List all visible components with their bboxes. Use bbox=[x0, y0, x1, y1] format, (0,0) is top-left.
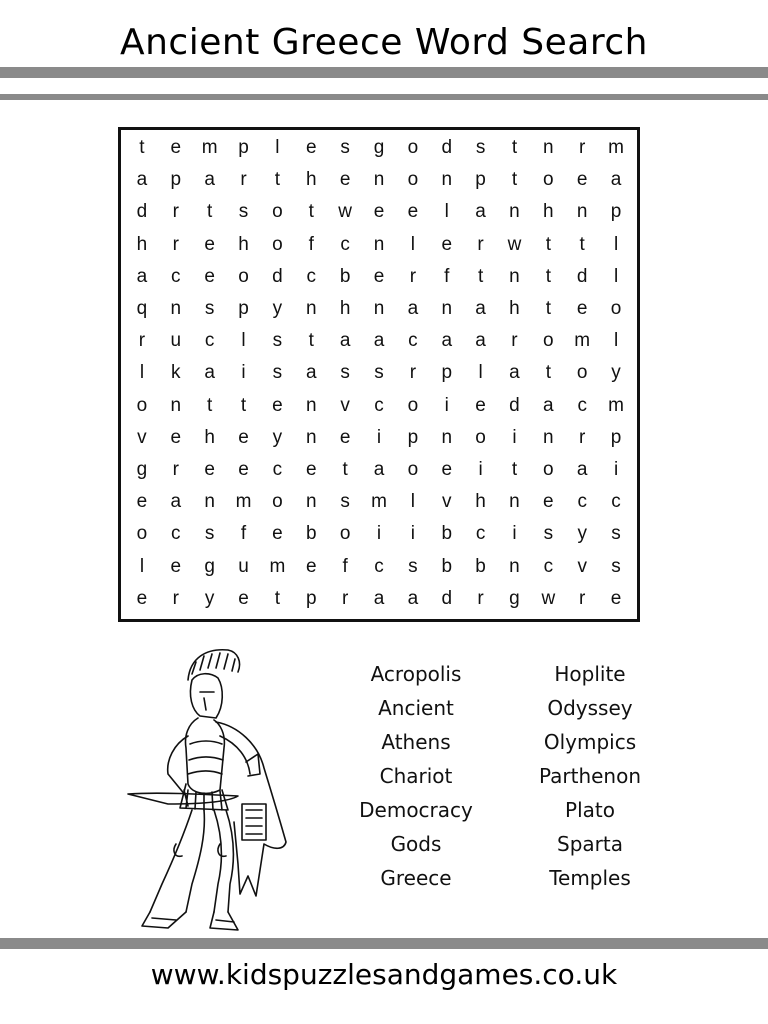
grid-letter[interactable]: e bbox=[475, 394, 486, 416]
grid-letter[interactable]: c bbox=[577, 491, 587, 513]
grid-letter[interactable]: s bbox=[340, 362, 350, 384]
grid-letter[interactable]: t bbox=[274, 587, 281, 609]
grid-letter[interactable]: d bbox=[441, 587, 453, 609]
grid-letter[interactable]: t bbox=[579, 233, 585, 255]
grid-letter[interactable]: y bbox=[204, 587, 215, 609]
grid-letter[interactable]: n bbox=[509, 201, 520, 223]
grid-letter[interactable]: e bbox=[136, 587, 148, 609]
word-list-item: Parthenon bbox=[538, 764, 642, 788]
grid-letter[interactable]: s bbox=[475, 137, 486, 159]
grid-letter[interactable]: r bbox=[579, 426, 586, 448]
grid-letter[interactable]: i bbox=[376, 426, 382, 448]
grid-letter[interactable]: p bbox=[610, 426, 622, 448]
grid-letter[interactable]: o bbox=[272, 233, 283, 255]
grid-letter[interactable]: c bbox=[272, 459, 283, 481]
grid-letter[interactable]: b bbox=[339, 265, 351, 287]
word-list-item: Ancient bbox=[378, 696, 454, 720]
grid-letter[interactable]: e bbox=[170, 555, 182, 577]
grid-letter[interactable]: e bbox=[238, 426, 249, 448]
grid-letter[interactable]: t bbox=[545, 298, 551, 320]
grid-letter[interactable]: q bbox=[136, 298, 148, 320]
grid-letter[interactable]: o bbox=[238, 265, 249, 287]
grid-letter[interactable]: t bbox=[240, 394, 247, 416]
grid-letter[interactable]: d bbox=[272, 265, 283, 287]
grid-letter[interactable]: n bbox=[441, 298, 453, 320]
grid-letter[interactable]: r bbox=[409, 265, 417, 287]
grid-letter[interactable]: o bbox=[407, 459, 419, 481]
grid-letter[interactable]: t bbox=[545, 265, 551, 287]
grid-letter[interactable]: o bbox=[610, 298, 622, 320]
grid-letter[interactable]: e bbox=[441, 233, 453, 255]
grid-letter[interactable]: k bbox=[171, 362, 181, 384]
grid-letter[interactable]: t bbox=[545, 233, 551, 255]
grid-letter[interactable]: y bbox=[577, 523, 587, 545]
grid-letter[interactable]: r bbox=[477, 587, 484, 609]
grid-letter[interactable]: s bbox=[238, 201, 249, 223]
grid-letter[interactable]: a bbox=[136, 265, 148, 287]
grid-letter[interactable]: t bbox=[477, 265, 484, 287]
grid-letter[interactable]: s bbox=[611, 555, 621, 577]
grid-letter[interactable]: y bbox=[272, 298, 283, 320]
grid-letter[interactable]: r bbox=[172, 201, 179, 223]
grid-letter[interactable]: g bbox=[509, 587, 520, 609]
grid-letter[interactable]: n bbox=[441, 426, 453, 448]
grid-letter[interactable]: g bbox=[204, 555, 215, 577]
word-list-item: Greece bbox=[380, 866, 452, 890]
grid-letter[interactable]: e bbox=[305, 459, 317, 481]
grid-letter[interactable]: e bbox=[576, 298, 588, 320]
word-list-item: Hoplite bbox=[554, 662, 626, 686]
grid-letter[interactable]: e bbox=[407, 201, 419, 223]
grid-letter[interactable]: w bbox=[507, 233, 522, 255]
grid-letter[interactable]: m bbox=[269, 555, 286, 577]
grid-letter[interactable]: o bbox=[543, 169, 554, 191]
grid-letter[interactable]: w bbox=[338, 201, 352, 223]
grid-letter[interactable]: l bbox=[444, 201, 449, 223]
grid-letter[interactable]: a bbox=[136, 169, 148, 191]
grid-letter[interactable]: h bbox=[509, 298, 520, 320]
grid-letter[interactable]: d bbox=[576, 265, 588, 287]
grid-letter[interactable]: t bbox=[207, 201, 213, 223]
grid-letter[interactable]: n bbox=[305, 394, 317, 416]
grid-letter[interactable]: e bbox=[441, 459, 453, 481]
grid-letter[interactable]: f bbox=[342, 555, 348, 577]
grid-letter[interactable]: t bbox=[545, 362, 551, 384]
grid-letter[interactable]: i bbox=[410, 523, 415, 545]
grid-letter[interactable]: c bbox=[475, 523, 486, 545]
grid-letter[interactable]: n bbox=[543, 426, 554, 448]
grid-letter[interactable]: r bbox=[511, 330, 518, 352]
grid-letter[interactable]: i bbox=[613, 459, 619, 481]
grid-letter[interactable]: c bbox=[408, 330, 418, 352]
grid-letter[interactable]: o bbox=[136, 523, 148, 545]
grid-letter[interactable]: a bbox=[204, 169, 215, 191]
grid-letter[interactable]: c bbox=[577, 394, 587, 416]
word-list-item: Odyssey bbox=[547, 696, 633, 720]
grid-letter[interactable]: o bbox=[407, 394, 419, 416]
grid-letter[interactable]: e bbox=[272, 523, 283, 545]
grid-letter[interactable]: e bbox=[204, 459, 215, 481]
grid-letter[interactable]: s bbox=[340, 491, 350, 513]
grid-letter[interactable]: n bbox=[576, 201, 588, 223]
grid-letter[interactable]: e bbox=[305, 137, 317, 159]
grid-letter[interactable]: a bbox=[441, 330, 453, 352]
grid-letter[interactable]: n bbox=[305, 298, 317, 320]
word-list-item: Athens bbox=[381, 730, 451, 754]
grid-letter[interactable]: a bbox=[610, 169, 622, 191]
grid-letter[interactable]: e bbox=[238, 587, 249, 609]
grid-letter[interactable]: n bbox=[170, 298, 182, 320]
grid-letter[interactable]: f bbox=[308, 233, 314, 255]
grid-letter[interactable]: n bbox=[170, 394, 182, 416]
grid-letter[interactable]: b bbox=[475, 555, 486, 577]
grid-letter[interactable]: p bbox=[238, 298, 249, 320]
grid-letter[interactable]: n bbox=[305, 491, 317, 513]
grid-letter[interactable]: h bbox=[543, 201, 554, 223]
grid-letter[interactable]: r bbox=[172, 587, 179, 609]
grid-letter[interactable]: w bbox=[541, 587, 556, 609]
grid-letter[interactable]: a bbox=[339, 330, 351, 352]
grid-letter[interactable]: e bbox=[576, 169, 588, 191]
grid-letter[interactable]: n bbox=[509, 555, 520, 577]
grid-letter[interactable]: p bbox=[170, 169, 182, 191]
grid-letter[interactable]: l bbox=[241, 330, 246, 352]
grid-letter[interactable]: h bbox=[305, 169, 317, 191]
grid-letter[interactable]: h bbox=[339, 298, 351, 320]
grid-letter[interactable]: e bbox=[305, 555, 317, 577]
grid-letter[interactable]: m bbox=[371, 491, 387, 513]
grid-letter[interactable]: t bbox=[308, 201, 314, 223]
grid-letter[interactable]: n bbox=[373, 233, 385, 255]
grid-letter[interactable]: c bbox=[611, 491, 621, 513]
grid-letter[interactable]: a bbox=[407, 298, 419, 320]
grid-letter[interactable]: l bbox=[478, 362, 483, 384]
grid-letter[interactable]: p bbox=[441, 362, 453, 384]
grid-letter[interactable]: e bbox=[339, 169, 351, 191]
grid-letter[interactable]: o bbox=[272, 201, 283, 223]
grid-letter[interactable]: c bbox=[306, 265, 316, 287]
grid-letter[interactable]: a bbox=[170, 491, 182, 513]
grid-letter[interactable]: s bbox=[272, 362, 283, 384]
grid-letter[interactable]: r bbox=[341, 587, 349, 609]
grid-letter[interactable]: h bbox=[136, 233, 148, 255]
grid-letter[interactable]: n bbox=[509, 265, 520, 287]
grid-letter[interactable]: a bbox=[407, 587, 419, 609]
grid-letter[interactable]: l bbox=[139, 362, 145, 384]
grid-letter[interactable]: i bbox=[512, 426, 517, 448]
grid-letter[interactable]: i bbox=[241, 362, 246, 384]
grid-letter[interactable]: o bbox=[136, 394, 148, 416]
grid-letter[interactable]: e bbox=[204, 265, 215, 287]
word-list-item: Democracy bbox=[359, 798, 473, 822]
grid-letter[interactable]: t bbox=[207, 394, 213, 416]
grid-letter[interactable]: a bbox=[475, 298, 486, 320]
grid-letter[interactable]: l bbox=[613, 233, 619, 255]
grid-letter[interactable]: c bbox=[374, 555, 384, 577]
grid-letter[interactable]: b bbox=[441, 523, 453, 545]
grid-letter[interactable]: n bbox=[305, 426, 317, 448]
grid-letter[interactable]: t bbox=[139, 137, 145, 159]
grid-letter[interactable]: g bbox=[373, 137, 385, 159]
page-title: Ancient Greece Word Search bbox=[119, 22, 648, 63]
grid-letter[interactable]: l bbox=[613, 330, 619, 352]
grid-letter[interactable]: d bbox=[441, 137, 453, 159]
grid-letter[interactable]: c bbox=[543, 555, 554, 577]
grid-letter[interactable]: e bbox=[373, 265, 385, 287]
grid-letter[interactable]: e bbox=[204, 233, 215, 255]
grid-letter[interactable]: p bbox=[475, 169, 486, 191]
grid-letter[interactable]: n bbox=[373, 298, 385, 320]
grid-letter[interactable]: r bbox=[409, 362, 417, 384]
greek-hoplite-warrior-icon bbox=[88, 644, 318, 936]
grid-letter[interactable]: o bbox=[339, 523, 351, 545]
grid-letter[interactable]: d bbox=[509, 394, 520, 416]
grid-letter[interactable]: t bbox=[511, 137, 518, 159]
grid-letter[interactable]: h bbox=[204, 426, 215, 448]
grid-letter[interactable]: l bbox=[139, 555, 145, 577]
grid-letter[interactable]: t bbox=[511, 169, 518, 191]
grid-letter[interactable]: e bbox=[170, 137, 182, 159]
grid-letter[interactable]: l bbox=[410, 233, 415, 255]
grid-letter[interactable]: a bbox=[543, 394, 554, 416]
grid-letter[interactable]: n bbox=[373, 169, 385, 191]
grid-letter[interactable]: u bbox=[238, 555, 249, 577]
grid-letter[interactable]: n bbox=[543, 137, 554, 159]
grid-letter[interactable]: r bbox=[579, 587, 586, 609]
word-list-column-1 bbox=[326, 657, 506, 895]
grid-letter[interactable]: l bbox=[275, 137, 280, 159]
grid-letter[interactable]: c bbox=[340, 233, 350, 255]
grid-letter[interactable]: s bbox=[374, 362, 384, 384]
grid-letter[interactable]: h bbox=[238, 233, 249, 255]
grid-letter[interactable]: t bbox=[274, 169, 281, 191]
grid-letter[interactable]: p bbox=[610, 201, 622, 223]
grid-letter[interactable]: t bbox=[308, 330, 314, 352]
grid-letter[interactable]: e bbox=[373, 201, 385, 223]
grid-letter[interactable]: e bbox=[610, 587, 622, 609]
grid-letter[interactable]: p bbox=[407, 426, 419, 448]
grid-letter[interactable]: o bbox=[543, 330, 554, 352]
grid-letter[interactable]: o bbox=[407, 169, 419, 191]
grid-letter[interactable]: o bbox=[576, 362, 588, 384]
grid-letter[interactable]: g bbox=[136, 459, 148, 481]
grid-letter[interactable]: l bbox=[613, 265, 619, 287]
grid-letter[interactable]: l bbox=[410, 491, 415, 513]
grid-letter[interactable]: v bbox=[577, 555, 587, 577]
grid-letter[interactable]: e bbox=[136, 491, 148, 513]
grid-letter[interactable]: e bbox=[272, 394, 283, 416]
grid-letter[interactable]: r bbox=[172, 459, 179, 481]
footer-divider bbox=[0, 938, 768, 949]
grid-letter[interactable]: o bbox=[407, 137, 419, 159]
word-list-item: Olympics bbox=[543, 730, 637, 754]
grid-letter[interactable]: a bbox=[576, 459, 588, 481]
grid-letter[interactable]: m bbox=[574, 330, 591, 352]
grid-letter[interactable]: e bbox=[543, 491, 554, 513]
grid-letter[interactable]: b bbox=[305, 523, 317, 545]
grid-letter[interactable]: r bbox=[477, 233, 484, 255]
grid-letter[interactable]: p bbox=[305, 587, 317, 609]
grid-letter[interactable]: s bbox=[204, 523, 215, 545]
grid-letter[interactable]: e bbox=[339, 426, 351, 448]
grid-letter[interactable]: e bbox=[170, 426, 182, 448]
grid-letter[interactable]: m bbox=[608, 137, 624, 159]
grid-letter[interactable]: f bbox=[444, 265, 450, 287]
header-divider-thick bbox=[0, 67, 768, 78]
word-list-item: Plato bbox=[565, 798, 615, 822]
grid-letter[interactable]: v bbox=[137, 426, 147, 448]
grid-letter[interactable]: s bbox=[543, 523, 554, 545]
grid-letter[interactable]: a bbox=[305, 362, 317, 384]
grid-letter[interactable]: n bbox=[509, 491, 520, 513]
grid-letter[interactable]: s bbox=[408, 555, 418, 577]
grid-letter[interactable]: r bbox=[579, 137, 586, 159]
grid-letter[interactable]: c bbox=[204, 330, 215, 352]
grid-letter[interactable]: t bbox=[511, 459, 518, 481]
grid-letter[interactable]: i bbox=[512, 523, 517, 545]
grid-letter[interactable]: i bbox=[478, 459, 483, 481]
grid-letter[interactable]: a bbox=[204, 362, 215, 384]
grid-letter[interactable]: b bbox=[441, 555, 453, 577]
grid-letter[interactable]: a bbox=[475, 330, 486, 352]
grid-letter[interactable]: s bbox=[272, 330, 283, 352]
grid-letter[interactable]: a bbox=[373, 330, 385, 352]
grid-letter[interactable]: m bbox=[608, 394, 624, 416]
grid-letter[interactable]: a bbox=[373, 587, 385, 609]
grid-letter[interactable]: s bbox=[204, 298, 215, 320]
grid-letter[interactable]: a bbox=[475, 201, 486, 223]
grid-letter[interactable]: a bbox=[509, 362, 520, 384]
grid-letter[interactable]: r bbox=[240, 169, 247, 191]
grid-letter[interactable]: i bbox=[444, 394, 449, 416]
footer-url[interactable]: www.kidspuzzlesandgames.co.uk bbox=[150, 958, 618, 991]
grid-letter[interactable]: p bbox=[238, 137, 249, 159]
grid-letter[interactable]: o bbox=[475, 426, 486, 448]
grid-letter[interactable]: s bbox=[340, 137, 350, 159]
grid-letter[interactable]: c bbox=[171, 265, 181, 287]
grid-letter[interactable]: n bbox=[441, 169, 453, 191]
grid-letter[interactable]: e bbox=[238, 459, 249, 481]
grid-letter[interactable]: c bbox=[374, 394, 384, 416]
grid-letter[interactable]: y bbox=[272, 426, 283, 448]
grid-letter[interactable]: i bbox=[376, 523, 382, 545]
grid-letter[interactable]: u bbox=[170, 330, 182, 352]
grid-letter[interactable]: a bbox=[373, 459, 385, 481]
grid-letter[interactable]: r bbox=[138, 330, 146, 352]
grid-letter[interactable]: f bbox=[240, 523, 247, 545]
grid-letter[interactable]: d bbox=[136, 201, 148, 223]
grid-letter[interactable]: t bbox=[342, 459, 348, 481]
grid-letter[interactable]: o bbox=[543, 459, 554, 481]
word-list-item: Sparta bbox=[557, 832, 623, 856]
grid-letter[interactable]: n bbox=[204, 491, 215, 513]
header-divider-thin bbox=[0, 94, 768, 100]
grid-letter[interactable]: y bbox=[611, 362, 621, 384]
word-list-item: Chariot bbox=[379, 764, 453, 788]
grid-letter[interactable]: r bbox=[172, 233, 179, 255]
grid-letter[interactable]: h bbox=[475, 491, 486, 513]
grid-letter[interactable]: s bbox=[611, 523, 621, 545]
word-list-item: Gods bbox=[390, 832, 442, 856]
grid-letter[interactable]: c bbox=[171, 523, 181, 545]
word-search-grid[interactable] bbox=[118, 127, 640, 622]
word-list-column-2 bbox=[500, 657, 680, 895]
grid-letter[interactable]: v bbox=[441, 491, 452, 513]
grid-letter[interactable]: m bbox=[201, 137, 218, 159]
grid-letter[interactable]: v bbox=[340, 394, 350, 416]
grid-letter[interactable]: o bbox=[272, 491, 283, 513]
grid-letter[interactable]: m bbox=[235, 491, 252, 513]
word-list-item: Acropolis bbox=[370, 662, 462, 686]
word-list-item: Temples bbox=[549, 866, 631, 890]
